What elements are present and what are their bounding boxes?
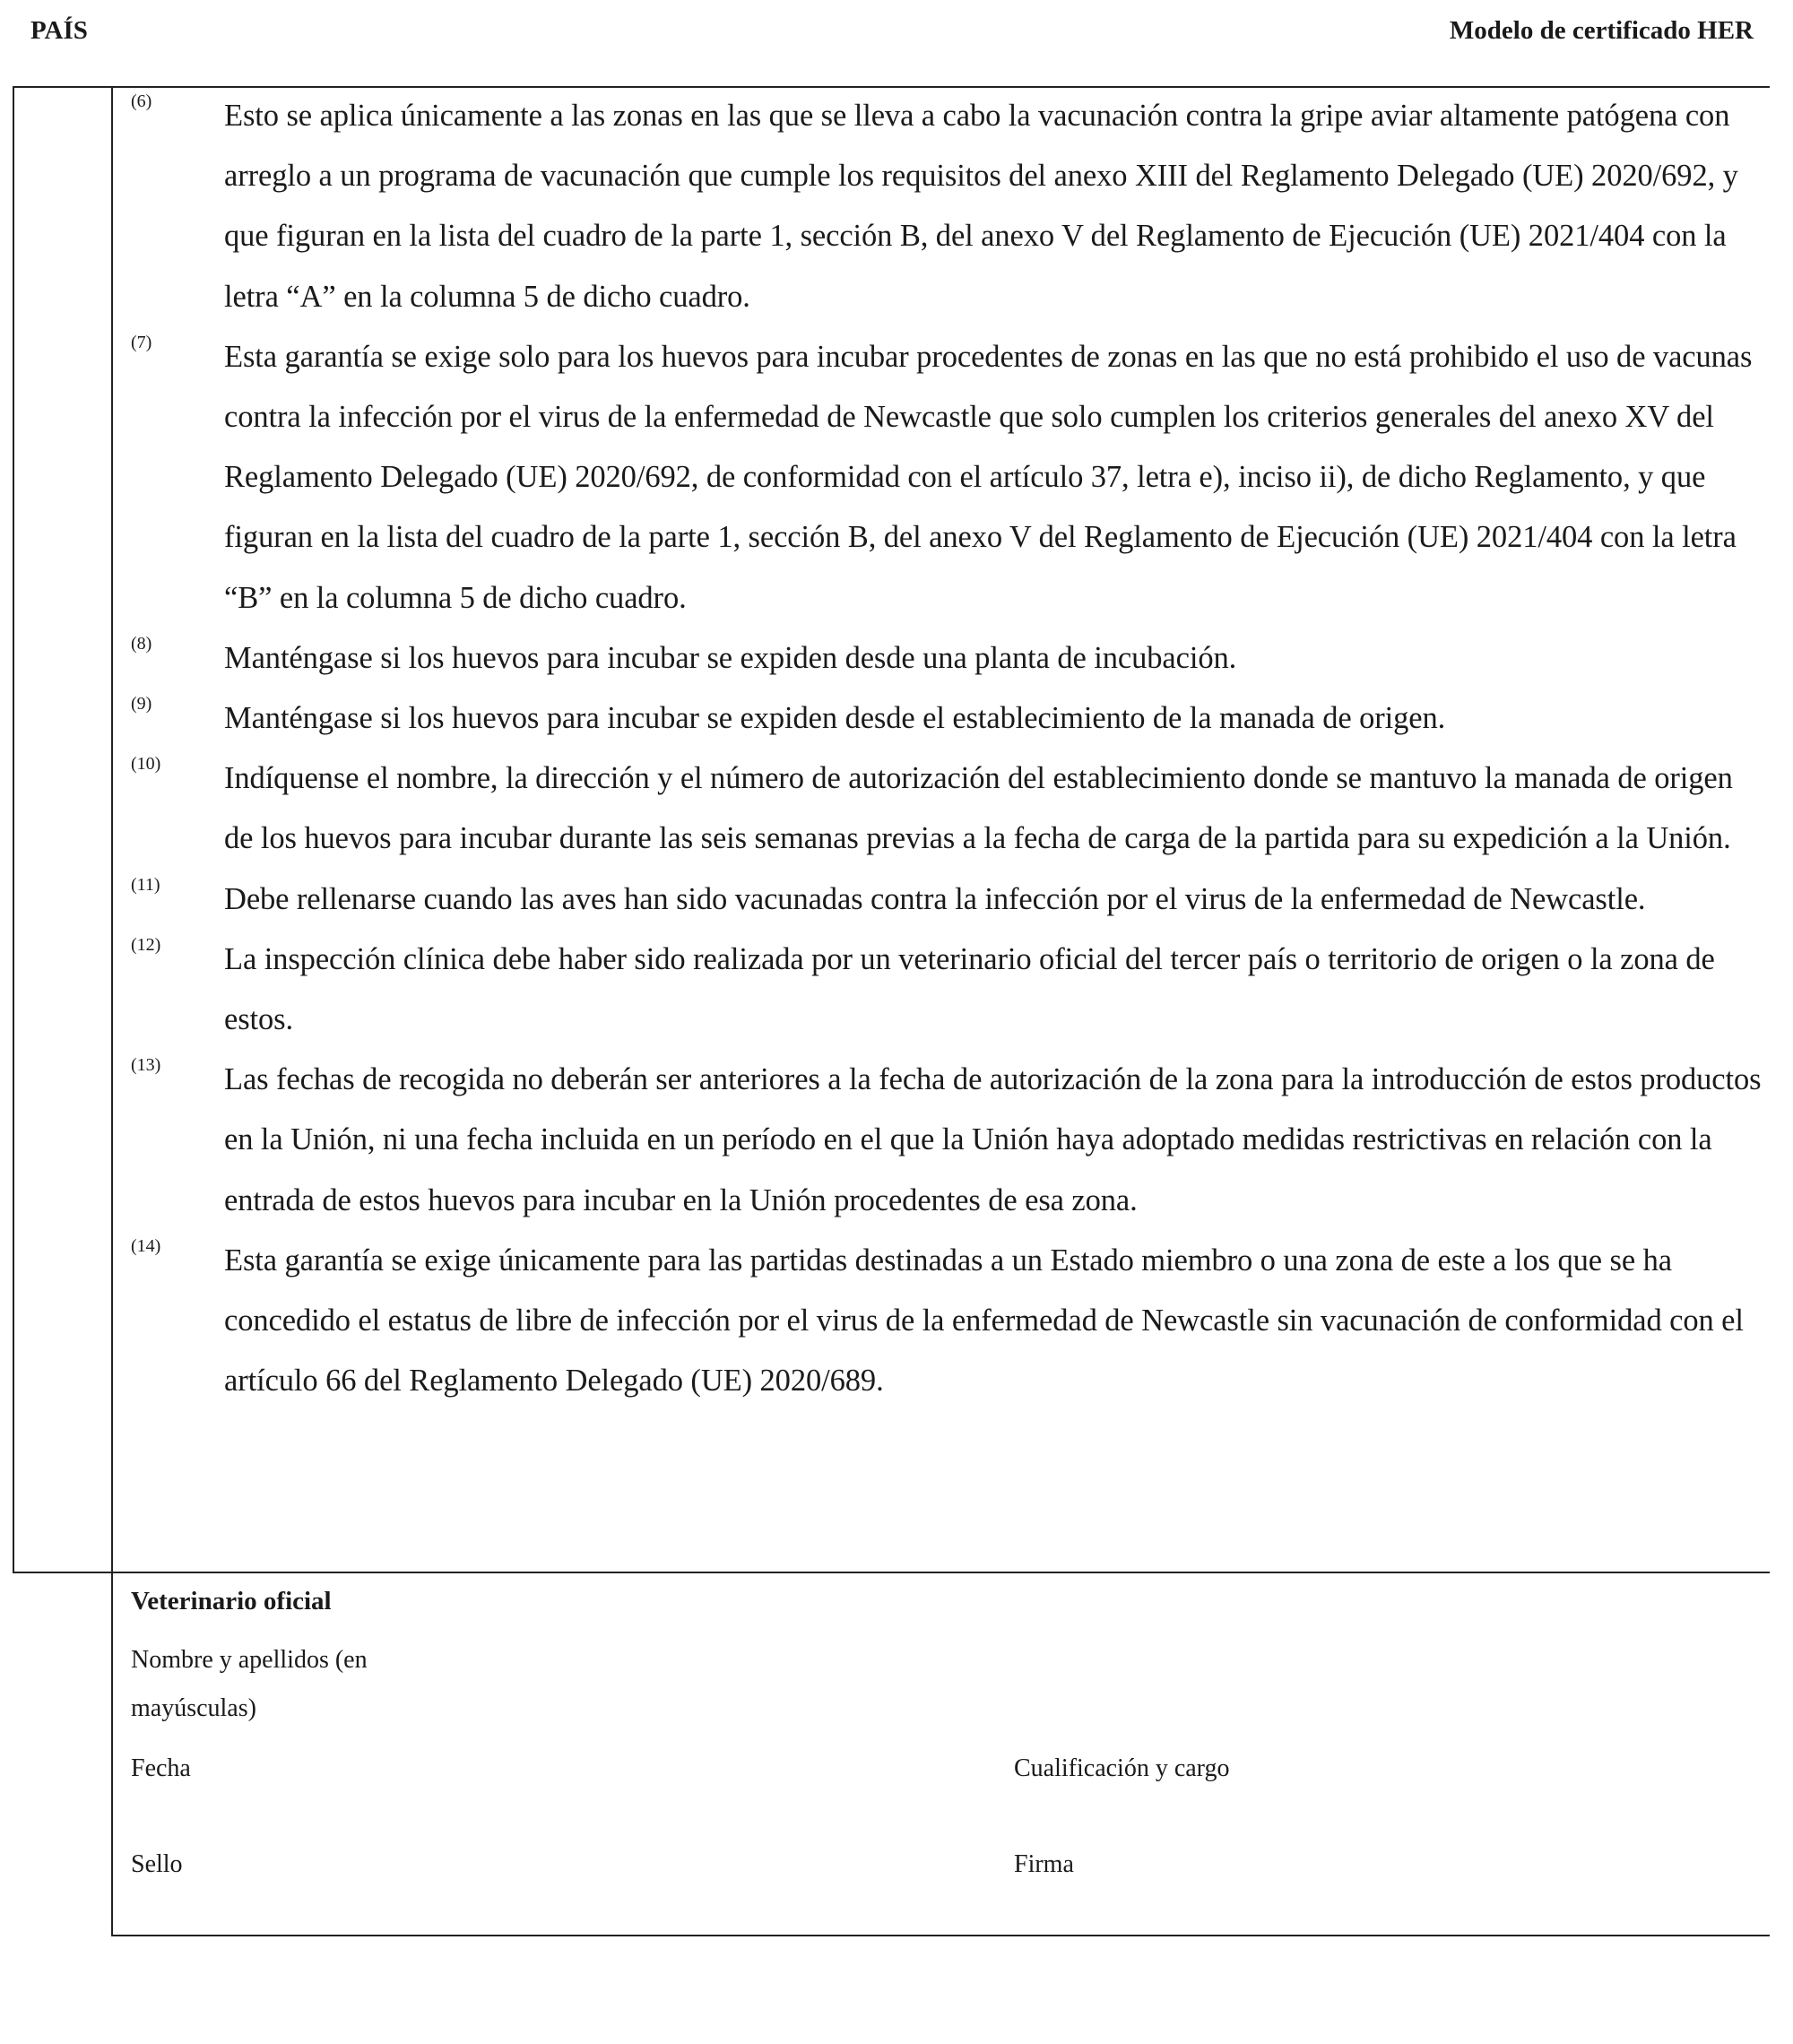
footnote-number: (12) <box>131 934 161 955</box>
qualification-label: Cualificación y cargo <box>1014 1754 1230 1782</box>
table-column-divider <box>111 86 113 1936</box>
footnote-text: Indíquense el nombre, la dirección y el número de autorización del establecimiento donde se mantuvo la manada de origen de los huevos para incubar durante las seis semanas previas a la fecha de carga de la partida para su expedición a la Unión. <box>224 761 1733 856</box>
table-section-divider <box>13 1572 1770 1573</box>
name-label-line2: mayúsculas) <box>131 1694 256 1722</box>
date-label: Fecha <box>131 1754 191 1782</box>
footnote-13 <box>131 1050 1763 1231</box>
footnote-number: (9) <box>131 694 152 715</box>
signature-block-title: Veterinario oficial <box>131 1587 332 1615</box>
footnote-11 <box>131 870 1763 930</box>
footnote-12 <box>131 930 1763 1050</box>
stamp-label: Sello <box>131 1850 183 1878</box>
footnote-6 <box>131 86 1763 327</box>
footnote-number: (10) <box>131 754 161 775</box>
certificate-model-header: Modelo de certificado HER <box>1449 16 1754 45</box>
footnote-text: Debe rellenarse cuando las aves han sido vacunadas contra la infección por el virus de la enfermedad de Newcastle. <box>224 881 1646 916</box>
footnote-7 <box>131 327 1763 628</box>
signature-label: Firma <box>1014 1850 1074 1878</box>
footnote-10 <box>131 749 1763 869</box>
footnote-number: (6) <box>131 91 152 111</box>
footnote-number: (11) <box>131 874 160 895</box>
footnote-text: Las fechas de recogida no deberán ser anteriores a la fecha de autorización de la zona para la introducción de estos productos en la Unión, ni una fecha incluida en un período en el que la Unión haya adoptado medidas restrictivas en relación con la entrada de estos huevos para incubar en la Unión procedentes de esa zona. <box>224 1062 1762 1217</box>
footnotes-list <box>131 86 1763 1411</box>
footnote-9 <box>131 689 1763 749</box>
table-bottom-border <box>111 1935 1770 1936</box>
footnote-text: Esto se aplica únicamente a las zonas en las que se lleva a cabo la vacunación contra la gripe aviar altamente patógena con arreglo a un programa de vacunación que cumple los requisitos del anexo XIII del Reglamento Delegado (UE) 2020/692, y que figuran en la lista del cuadro de la parte 1, sección B, del anexo V del Reglamento de Ejecución (UE) 2021/404 con la letra “A” en la columna 5 de dicho cuadro. <box>224 99 1738 314</box>
footnote-text: Manténgase si los huevos para incubar se expiden desde el establecimiento de la manada de origen. <box>224 701 1446 736</box>
country-header: PAÍS <box>30 16 88 45</box>
footnote-text: Esta garantía se exige únicamente para las partidas destinadas a un Estado miembro o una zona de este a los que se ha concedido el estatus de libre de infección por el virus de la enfermedad de Newcastle sin vacunación de conformidad con el artículo 66 del Reglamento Delegado (UE) 2020/689. <box>224 1243 1744 1399</box>
name-label-line1: Nombre y apellidos (en <box>131 1646 368 1674</box>
footnote-text: La inspección clínica debe haber sido realizada por un veterinario oficial del tercer país o territorio de origen o la zona de estos. <box>224 941 1715 1037</box>
footnote-number: (14) <box>131 1235 161 1256</box>
footnote-number: (13) <box>131 1055 161 1076</box>
table-left-border <box>13 86 14 1572</box>
footnote-number: (8) <box>131 633 152 654</box>
footnote-number: (7) <box>131 332 152 352</box>
footnote-8 <box>131 628 1763 689</box>
footnote-text: Esta garantía se exige solo para los huevos para incubar procedentes de zonas en las que no está prohibido el uso de vacunas contra la infección por el virus de la enfermedad de Newcastle que solo cumplen los criterios generales del anexo XV del Reglamento Delegado (UE) 2020/692, de conformidad con el artículo 37, letra e), inciso ii), de dicho Reglamento, y que figuran en la lista del cuadro de la parte 1, sección B, del anexo V del Reglamento de Ejecución (UE) 2021/404 con la letra “B” en la columna 5 de dicho cuadro. <box>224 339 1753 615</box>
footnote-text: Manténgase si los huevos para incubar se expiden desde una planta de incubación. <box>224 640 1237 675</box>
footnote-14 <box>131 1231 1763 1412</box>
